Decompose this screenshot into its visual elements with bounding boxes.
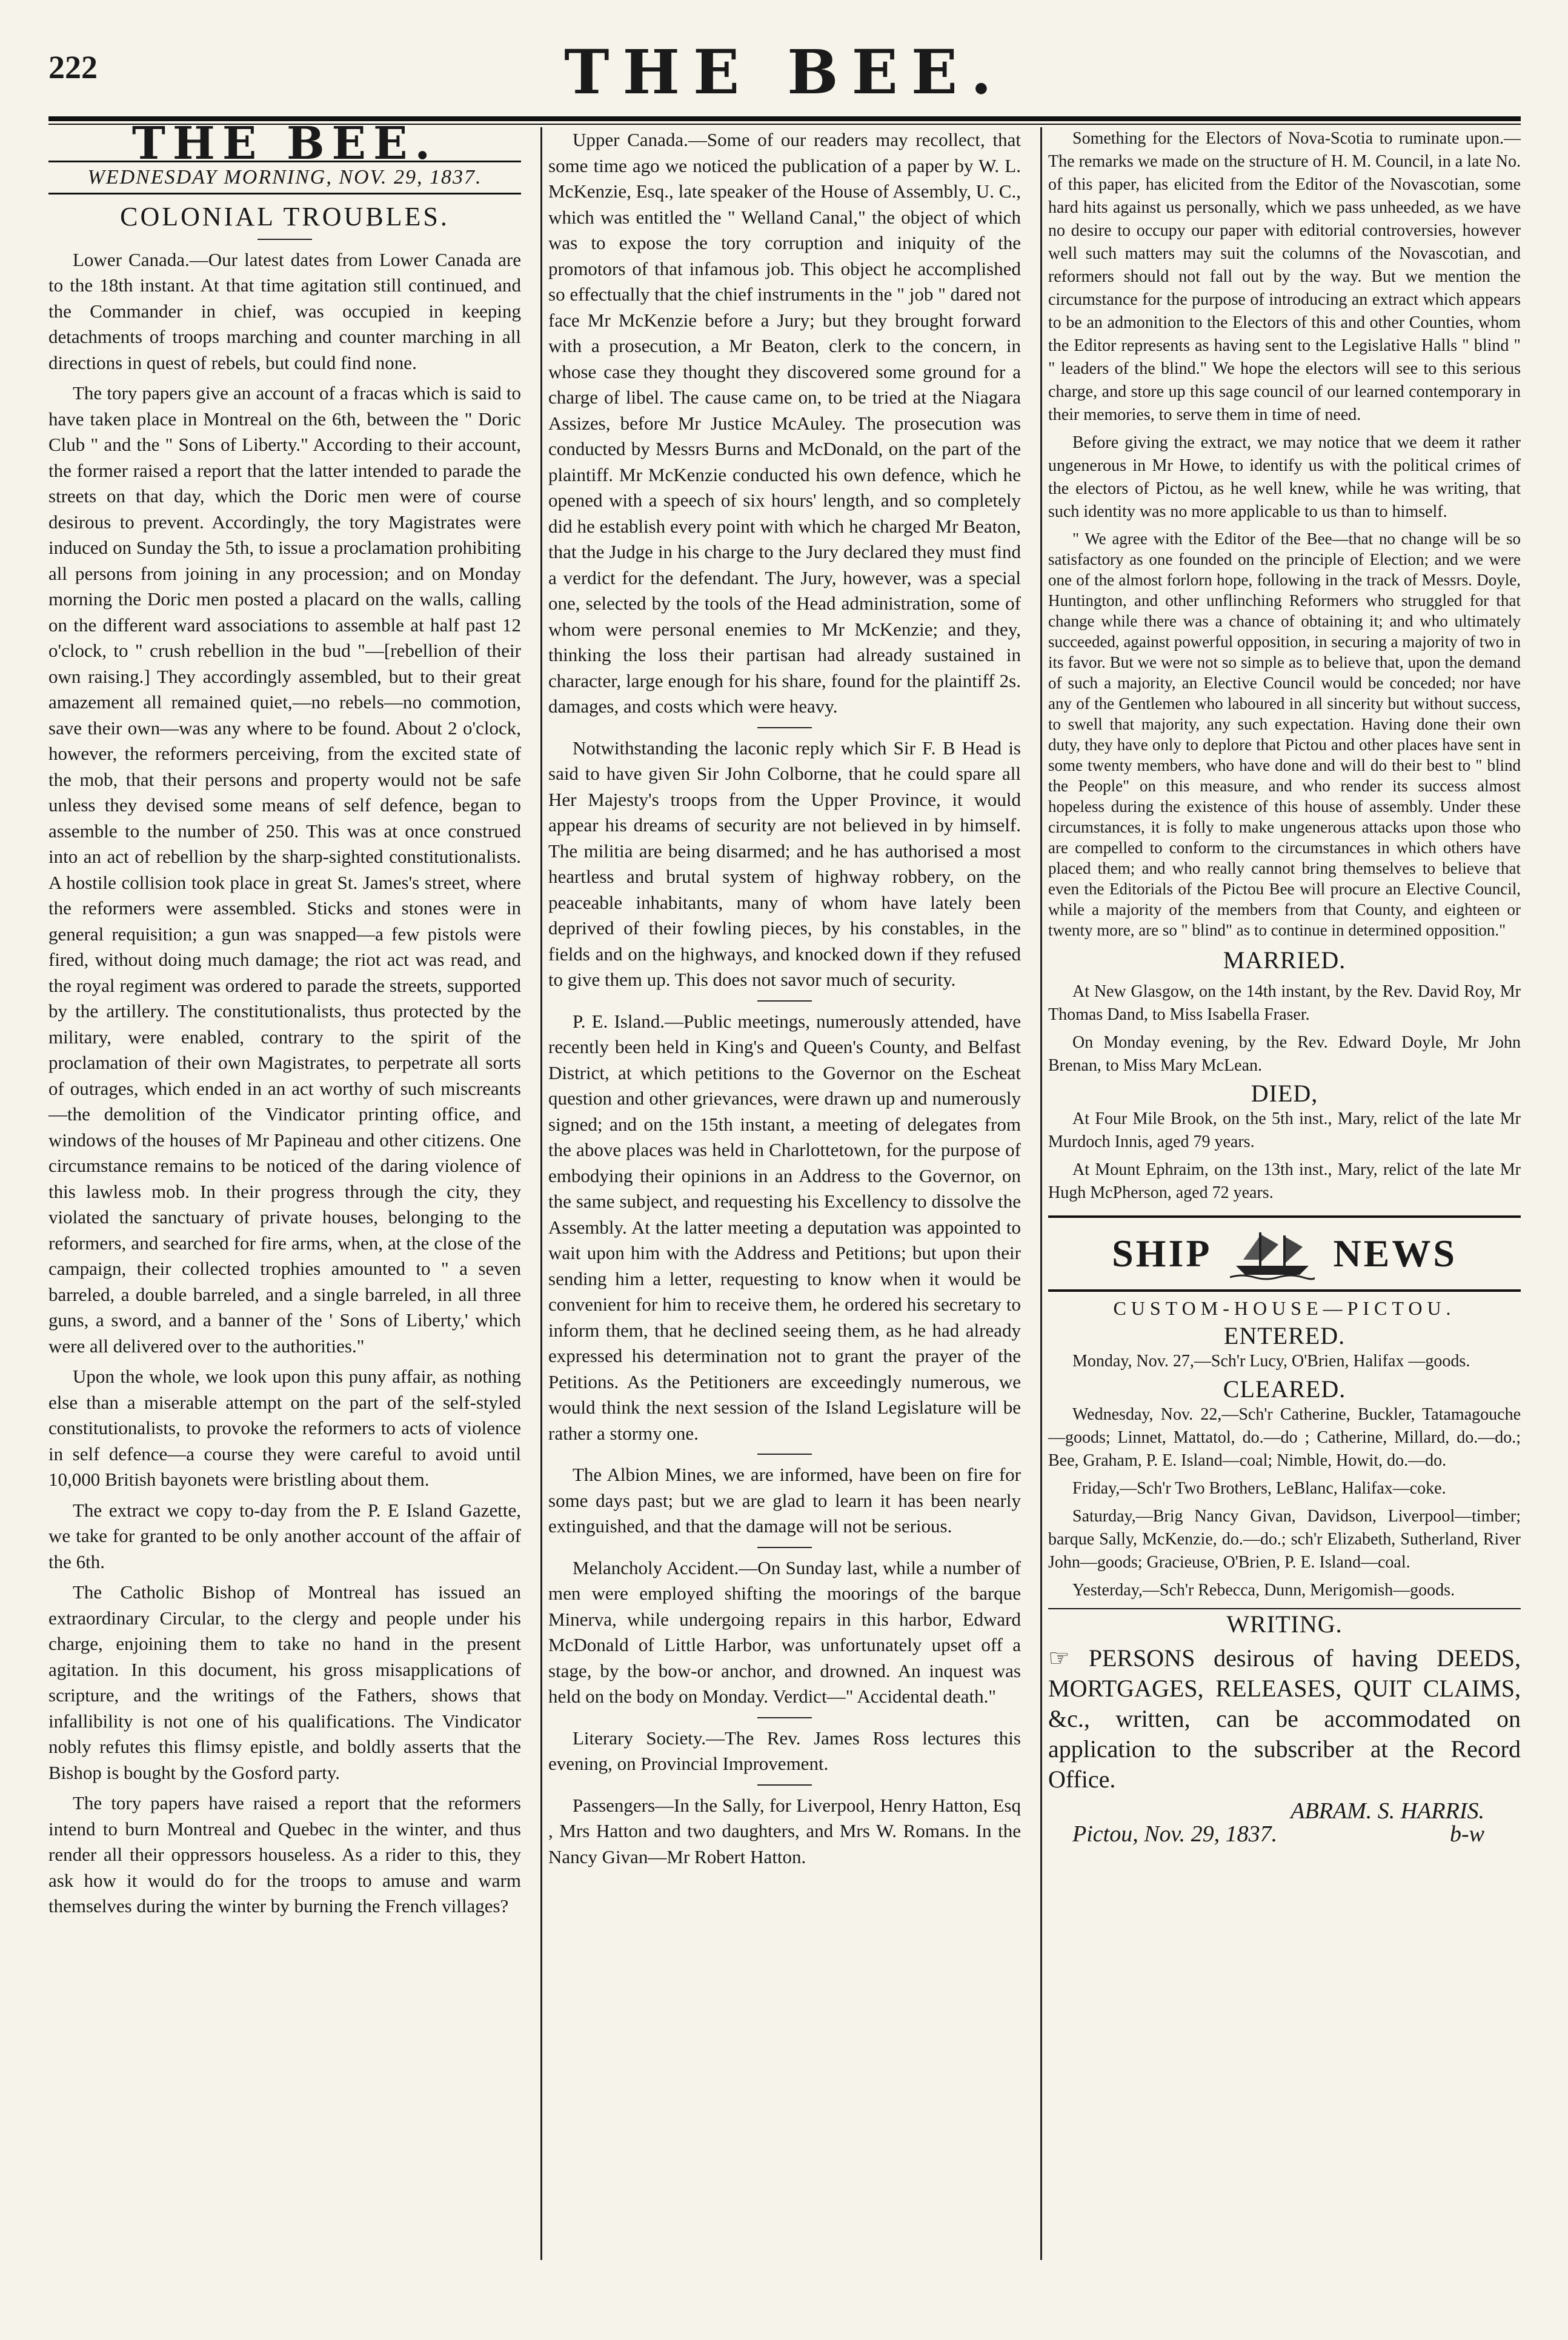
- article-paragraph: Upon the whole, we look upon this puny affair, as nothing else than a miserable attempt on the part of the self-styled constitutionalists, to provoke the reformers to acts of violence in self defence—a course they were careful to avoid until 10,000 British bayonets were bristling about them.: [48, 1366, 521, 1490]
- ship-entry: Yesterday,—Sch'r Rebecca, Dunn, Merigomish—goods.: [1072, 1581, 1455, 1600]
- column-title: THE BEE.: [131, 118, 438, 170]
- writing-heading: WRITING.: [1226, 1610, 1343, 1638]
- married-heading: MARRIED.: [1223, 946, 1346, 974]
- died-heading: DIED,: [1251, 1080, 1318, 1107]
- notice-item: At Mount Ephraim, on the 13th inst., Mary, relict of the late Mr Hugh McPherson, aged 72 years.: [1048, 1160, 1521, 1202]
- ship-entry: Saturday,—Brig Nancy Givan, Davidson, Liverpool—timber; barque Sally, McKenzie, do.—do.; sch'r Elizabeth, Sutherland, River John—goods; Gracieuse, O'Brien, P. E. Island—coal.: [1048, 1507, 1521, 1572]
- column-2: [548, 127, 1021, 1875]
- ship-news-right: NEWS: [1333, 1232, 1457, 1275]
- article-paragraph: Passengers—In the Sally, for Liverpool, Henry Hatton, Esq , Mrs Hatton and two daughters, and Mrs W. Romans. In the Nancy Givan—Mr Robert Hatton.: [548, 1794, 1021, 1867]
- masthead: [48, 36, 1521, 127]
- short-rule: [757, 1000, 812, 1002]
- article-paragraph: " We agree with the Editor of the Bee—that no change will be so satisfactory as one founded on the principle of Election; and we were one of the almost forlorn hope, following in the track of Messrs. Doyle, Huntington, and other unflinching Reformers who struggled for that change while there was a chance of obtaining it; and who ultimately succeeded, against powerful opposition, in securing a majority of two in its favor. But we were not so simple as to believe that, upon the demand of such a majority, an Elective Council would be conceded; nor have any of the Gentlemen who laboured in all sincerity but without success, to swell that majority, any such expectation. Having done their own duty, they have only to deplore that Pictou and other places have sent in some twenty members, who have done and will do their best to " blind the People" on this measure, and who render its success almost hopeless during the existence of this house of assembly. Under these circumstances, it is folly to make ungenerous attacks upon those who are compelled to conform to the circumstances in which others have placed them; and who really cannot bring themselves to believe that even the Editorials of the Pictou Bee will procure an Elective Council, while a majority of the members from that County, and eighteen or twenty more, are so " blind" as to continue in determined opposition.": [1048, 530, 1521, 939]
- signature-dateline: [1048, 1823, 1521, 1846]
- short-rule: [757, 1547, 812, 1548]
- writing-notice: [1048, 1643, 1521, 1795]
- headline: COLONIAL TROUBLES.: [120, 202, 450, 231]
- short-rule: [757, 1454, 812, 1455]
- signature-date: Pictou, Nov. 29, 1837.: [1072, 1821, 1278, 1847]
- column-divider: [1040, 127, 1042, 2260]
- article-paragraph: The Catholic Bishop of Montreal has issued an extraordinary Circular, to the clergy and people under his charge, enjoining them to take no hand in the present agitation. In this document, his gross misapplications of scripture, and the writings of the Fathers, shows that infallibility is not one of his qualifications. The Vindicator nobly refutes this flimsy epistle, and boldly asserts that the Bishop is bought by the Gosford party.: [48, 1581, 521, 1783]
- entered-heading: ENTERED.: [1223, 1322, 1346, 1349]
- article-paragraph: Lower Canada.—Our latest dates from Lower Canada are to the 18th instant. At that time agitation still continued, and the Commander in chief, was occupied in keeping detachments of troops marching and counter marching in all directions in quest of rebels, but could find none.: [48, 248, 521, 373]
- article-paragraph: The Albion Mines, we are informed, have been on fire for some days past; but we are glad to learn it has been nearly extinguished, and that the damage will not be serious.: [548, 1464, 1021, 1537]
- page-number: 222: [48, 49, 98, 85]
- pointing-hand-icon: ☞: [1048, 1644, 1070, 1672]
- notice-item: On Monday evening, by the Rev. Edward Doyle, Mr John Brenan, to Miss Mary McLean.: [1048, 1033, 1521, 1075]
- dateline: WEDNESDAY MORNING, NOV. 29, 1837.: [48, 161, 521, 195]
- article-paragraph: The tory papers give an account of a fracas which is said to have taken place in Montreal on the 6th, between the " Doric Club " and the " Sons of Liberty." According to their account, the former raised a report that the latter intended to parade the streets on that day, which the Doric men were of course desirous to prevent. Accordingly, the tory Magistrates were induced on Sunday the 5th, to issue a proclamation prohibiting all persons from joining in any procession; and on Monday morning the Doric men posted a placard on the walls, calling on the different ward associations to assemble at half past 12 o'clock, to " crush rebellion in the bud "—[rebellion of their own raising.] They accordingly assembled, but to their great amazement all remained quiet,—no rebels—no commotion, save their own—was any where to be found. About 2 o'clock, however, the reformers perceiving, from the excited state of the mob, that their persons and property would not be safe unless they devised some means of self defence, began to assemble to the number of 250. This was at once construed into an act of rebellion by the sharp-sighted constitutionalists. A hostile collision took place in great St. James's street, where the reformers were assembled. Sticks and stones were in general requisition; a gun was snapped—a few pistols were fired, without doing much damage; the riot act was read, and the royal regiment was ordered to parade the streets, supported by the artillery. The constitutionalists, thus protected by the military, were enabled, contrary to the spirit of the proclamation of their own Magistrates, to perpetrate all sorts of outrages, which ended in an act worthy of such miscreants—the demolition of the Vindicator printing office, and windows of the houses of Mr Papineau and other citizens. One circumstance remains to be noticed of the daring violence of this lawless mob. In their progress through the city, they violated the sanctuary of private houses, belonging to the reformers, and searched for fire arms, when, at the close of the campaign, their collected trophies amounted to " a seven barreled, a double barreled, and a single barreled, in all three guns, a sword, and a banner of the ' Sons of Liberty,' which were all delivered over to the authorities.": [48, 382, 521, 1357]
- article-paragraph: P. E. Island.—Public meetings, numerously attended, have recently been held in King's and Queen's County, and Belfast District, at which petitions to the Governor on the Escheat question and other grievances, were drawn up and numerously signed; and on the 15th instant, a meeting of delegates from the above places was held in Charlottetown, for the purpose of embodying their opinions in an Address to the Governor, on the same subject, and requesting his Excellency to dissolve the Assembly. At the latter meeting a deputation was appointed to wait upon him with the Address and Petitions; but upon their sending him a letter, requesting to know when it would be convenient for him to receive them, he ordered his secretary to inform them, that he declined seeing them, as he had already expressed his determination not to grant the prayer of the Petitions. As the Petitioners are exceedingly numerous, we would think the next session of the Island Legislature will be rather a stormy one.: [548, 1010, 1021, 1444]
- article-paragraph: Notwithstanding the laconic reply which Sir F. B Head is said to have given Sir John Colborne, that he could spare all Her Majesty's troops from the Upper Province, it would appear his dreams of security are not believed in by himself. The militia are being disarmed; and he has authorised a most heartless and brutal system of highway robbery, on the peaceable inhabitants, many of whom have lately been deprived of their fowling pieces, by his constables, in the fields and on the highways, and knocked down if they refused to give them up. This does not savor much of security.: [548, 737, 1021, 990]
- article-paragraph: Upper Canada.—Some of our readers may recollect, that some time ago we noticed the publication of a paper by W. L. McKenzie, Esq., late speaker of the House of Assembly, U. C., which was entitled the " Welland Canal," the object of which was to expose the tory corruption and iniquity of the promotors of that infamous job. This object he accomplished so effectually that the chief instruments in the " job " dared not face Mr McKenzie before a Jury; but they brought forward with a prosecution, a Mr Beaton, clerk to the concern, in whose case they thought they discovered some ground for a charge of libel. The cause came on, to be tried at the Niagara Assizes, before Mr Justice McAuley. The prosecution was conducted by Messrs Burns and McDonald, on the part of the plaintiff. Mr McKenzie conducted his own defence, which he opened with a speech of six hours' length, and so completely did he establish every point with which he charged Mr Beaton, that the Judge in his charge to the Jury declared they must find a verdict for the defendant. The Jury, however, was a special one, selected by the tools of the Head administration, some of whom were personal enemies to Mr McKenzie; and they, thinking the loss their partisan had already sustained in character, large enough for his share, found for the plaintiff 2s. damages, and costs which were heavy.: [548, 129, 1021, 717]
- article-paragraph: The extract we copy to-day from the P. E Island Gazette, we take for granted to be only another account of the affair of the 6th.: [48, 1499, 521, 1572]
- short-rule: [757, 727, 812, 728]
- custom-house-heading: CUSTOM-HOUSE—PICTOU.: [1113, 1297, 1456, 1319]
- article-paragraph: Literary Society.—The Rev. James Ross lectures this evening, on Provincial Improvement.: [548, 1727, 1021, 1774]
- short-rule: [257, 239, 312, 240]
- notice-item: At New Glasgow, on the 14th instant, by the Rev. David Roy, Mr Thomas Dand, to Miss Isabella Fraser.: [1048, 982, 1521, 1024]
- short-rule: [757, 1784, 812, 1786]
- signature-code: b-w: [1450, 1821, 1484, 1847]
- ship-news-left: SHIP: [1112, 1232, 1212, 1275]
- ship-entry: Monday, Nov. 27,—Sch'r Lucy, O'Brien, Halifax —goods.: [1072, 1352, 1470, 1371]
- column-3: [1048, 127, 1521, 1846]
- article-paragraph: Before giving the extract, we may notice that we deem it rather ungenerous in Mr Howe, to identify us with the political crimes of the electors of Pictou, as he well knew, while he was writing, that such identity was no more applicable to us than to himself.: [1048, 433, 1521, 521]
- ship-entry: Wednesday, Nov. 22,—Sch'r Catherine, Buckler, Tatamagouche—goods; Linnet, Mattatol, do.—do ; Catherine, Millard, do.—do.; Bee, Graham, P. E. Island—coal; Nimble, Howit, do.—do.: [1048, 1405, 1521, 1470]
- paper-name: THE BEE.: [564, 36, 1005, 108]
- article-paragraph: The tory papers have raised a report that the reformers intend to burn Montreal and Quebec in the winter, and thus render all their oppressors houseless. As a rider to this, they ask how it would do for the troops to amuse and warm themselves during the winter by burning the French villages?: [48, 1792, 521, 1916]
- ship-news-banner: [1048, 1215, 1521, 1292]
- column-1: [48, 118, 521, 1924]
- article-paragraph: Melancholy Accident.—On Sunday last, while a number of men were employed shifting the moorings of the barque Minerva, while undergoing repairs in this harbor, Edward McDonald of Little Harbor, was unfortunately upset off a stage, by the bow-or anchor, and drowned. An inquest was held on the body on Monday. Verdict—" Accidental death.": [548, 1557, 1021, 1707]
- writing-notice-text: PERSONS desirous of having DEEDS, MORTGAGES, RELEASES, QUIT CLAIMS, &c., written, can be accommodated on application to the subscriber at the Record Office.: [1048, 1644, 1521, 1793]
- section-rule: [1048, 1608, 1521, 1609]
- ship-icon: [1230, 1226, 1315, 1281]
- ship-entry: Friday,—Sch'r Two Brothers, LeBlanc, Halifax—coke.: [1072, 1479, 1446, 1498]
- column-divider: [540, 127, 542, 2260]
- signature: ABRAM. S. HARRIS.: [1291, 1798, 1484, 1824]
- short-rule: [757, 1717, 812, 1718]
- notice-item: At Four Mile Brook, on the 5th inst., Mary, relict of the late Mr Murdoch Innis, aged 79 years.: [1048, 1109, 1521, 1151]
- cleared-heading: CLEARED.: [1223, 1375, 1346, 1403]
- article-paragraph: Something for the Electors of Nova-Scotia to ruminate upon.—The remarks we made on the structure of H. M. Council, in a late No. of this paper, has elicited from the Editor of the Novascotian, some hard hits against us personally, which we pass unheeded, as we have no desire to occupy our paper with editorial controversies, however well such matters may suit the columns of the Novascotian, and reformers should not fall out by the way. But we mention the circumstance for the purpose of introducing an extract which appears to be an admonition to the Electors of this and other Counties, whom the Editor represents as having sent to the Legislative Halls " blind " " leaders of the blind." We hope the electors will see to this serious charge, and store up this sage council of our learned contemporary in their memories, to serve them in time of need.: [1048, 129, 1521, 424]
